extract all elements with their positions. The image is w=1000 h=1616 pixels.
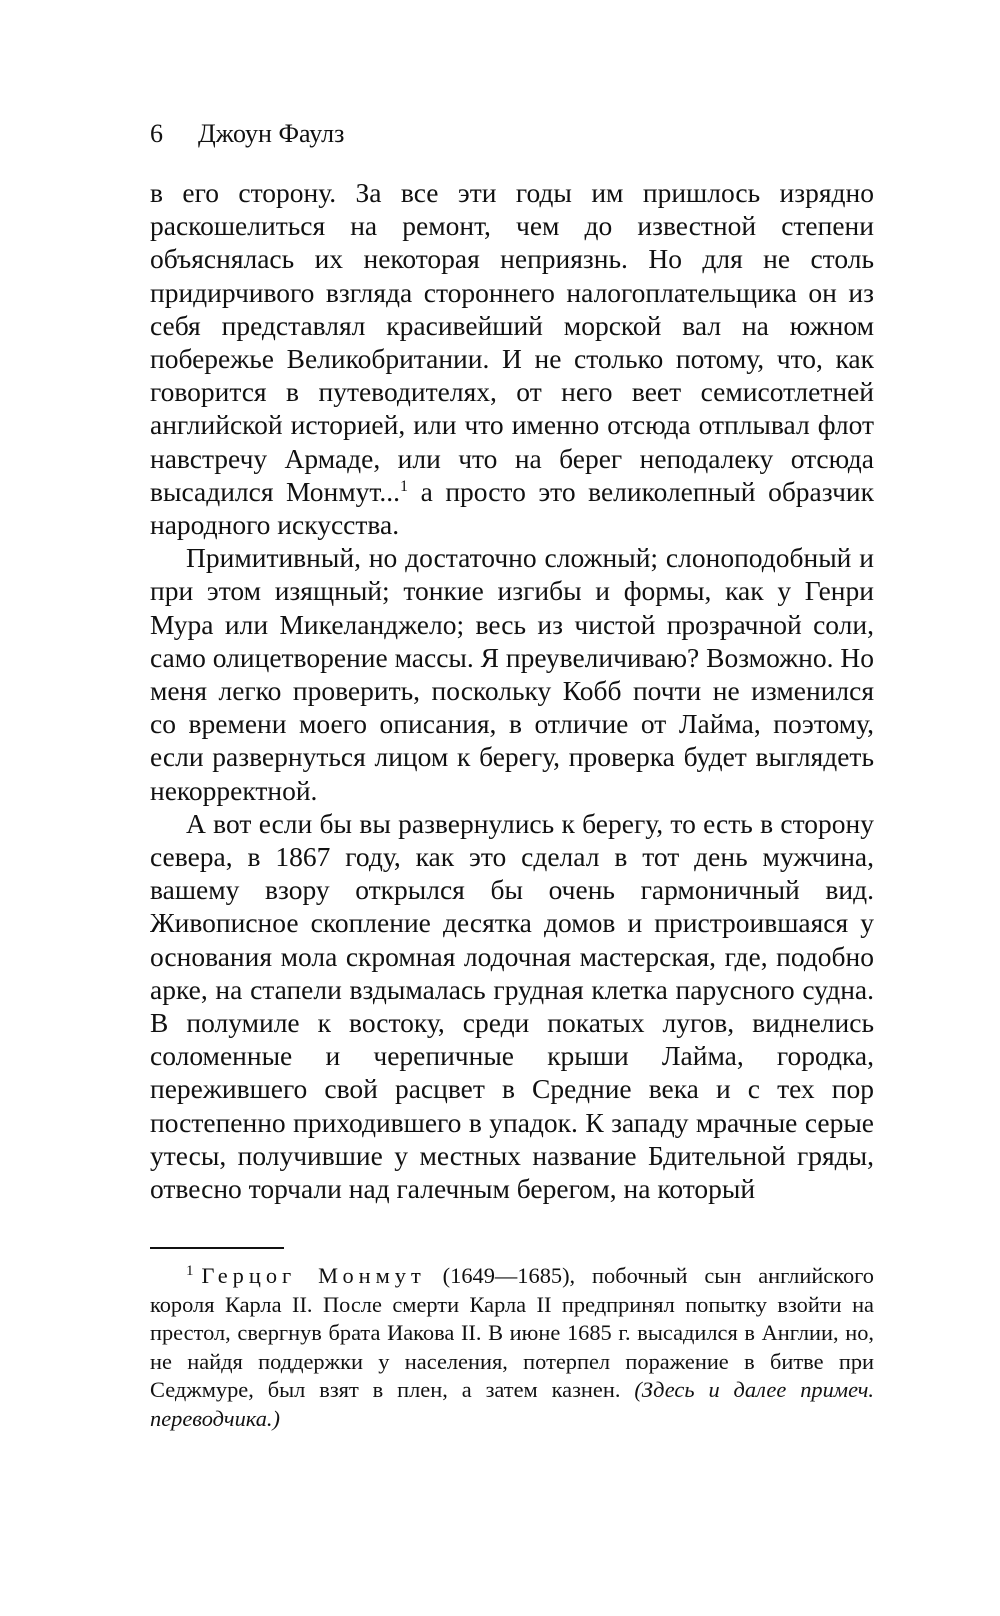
paragraph-3: А вот если бы вы развернулись к берегу, то есть в сторону севера, в 1867 году, как это сделал в тот день мужчина, вашему взору открылся бы очень гармоничный вид. Живописное скопление десятка домов и пристроившаяся у основания мола скромная лодочная мастерская, где, подобно арке, на стапели вздымалась грудная клетка парусного судна. В полумиле к востоку, среди покатых лугов, виднелись соломенные и черепичные крыши Лайма, городка, пережившего свой расцвет в Средние века и с тех пор постепенно приходившего в упадок. К западу мрачные серые утесы, получившие у местных название Бдительной гряды, отвесно торчали над галечным берегом, на который [150,807,874,1205]
running-head [150,118,344,150]
paragraph-1-text: в его сторону. За все эти годы им пришлось изрядно раскошелиться на ремонт, чем до известной степени объяснялась их некоторая неприязнь. Но для не столь придирчивого взгляда стороннего налогоплательщика он из себя представлял красивейший морской вал на южном побережье Великобритании. И не столько потому, что, как говорится в путеводителях, от него веет семисотлетней английской историей, или что именно отсюда отплывал флот навстречу Армаде, или что на берег неподалеку отсюда высадился Монмут... [150,177,874,507]
main-text [150,176,874,1205]
paragraph-1 [150,176,874,541]
footnote-text: (1649—1685), побочный сын английского короля Карла II. После смерти Карла II предпринял попытку взойти на престол, свергнув брата Иакова II. В июне 1685 г. высадился в Англии, но, не найдя поддержки у населения, потерпел поражение в битве при Седжмуре, был взят в плен, а затем казнен. [150,1263,874,1403]
translator-note: (Здесь и далее примеч. переводчика.) [150,1377,874,1431]
footnote-name: Герцог Монмут [201,1263,426,1288]
footnote-mark: 1 [186,1263,194,1279]
page-number: 6 [150,119,163,148]
author-name: Джоун Фаулз [198,119,345,148]
footnote-reference[interactable]: 1 [400,477,409,495]
footnote [150,1262,874,1434]
paragraph-1-text-continued: а просто это великолепный образчик народного искусства. [150,475,874,541]
footnote-paragraph [150,1262,874,1434]
paragraph-2: Примитивный, но достаточно сложный; слоноподобный и при этом изящный; тонкие изгибы и формы, как у Генри Мура или Микеланджело; весь из чистой прозрачной соли, само олицетворение массы. Я преувеличиваю? Возможно. Но меня легко проверить, поскольку Кобб почти не изменился со времени моего описания, в отличие от Лайма, поэтому, если развернуться лицом к берегу, проверка будет выглядеть некорректной. [150,542,874,806]
footnote-divider [150,1247,284,1249]
